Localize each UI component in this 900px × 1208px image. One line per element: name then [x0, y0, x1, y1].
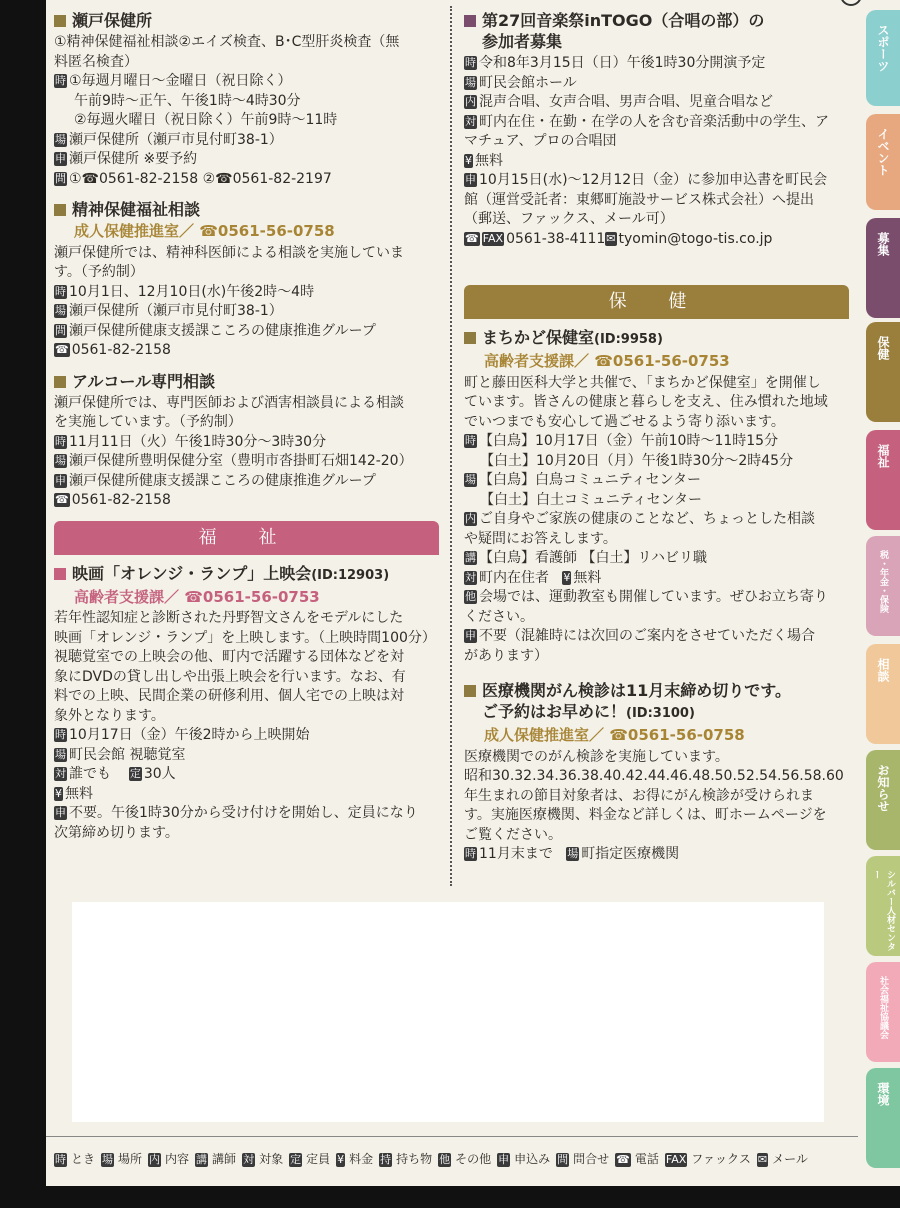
category-tab-label: シルバー人材センター [871, 870, 895, 951]
category-tab-label: 社会福祉協議会 [878, 976, 888, 1039]
legend-symbol-icon: 他 [439, 1152, 451, 1166]
other-icon: 他 [465, 590, 476, 603]
time-icon: 時 [55, 728, 66, 741]
legend-symbol-icon: 内 [149, 1152, 161, 1166]
cancer-screening-section: 医療機関がん検診は11月末締め切りです。 ご予約はお早めに！(ID:3100) 成人保健推進室／ ☎0561-56-0758 医療機関でのがん検診を実施しています。 昭和30.32.34.36.38.40.42.44.46.48.50.52.54.56.58.60 年生まれの節目対象者は、お得にがん検診が受けられま す。実施医療機関、料金など詳しくは、町ホームページを ご覧ください。 時 11月末まで 場 町指定医療機関 [464, 680, 849, 865]
screen-bottom-bezel [0, 1186, 900, 1208]
legend-item [757, 1150, 808, 1170]
bullet-square-icon [464, 332, 476, 344]
section-title: 医療機関がん検診は11月末締め切りです。 ご予約はお早めに！(ID:3100) [464, 680, 849, 724]
legend-item [336, 1150, 373, 1170]
right-column [464, 10, 849, 875]
section-title: 瀬戸保健所 [54, 10, 439, 31]
apply-icon: 申 [465, 629, 476, 642]
bullet-square-icon [54, 568, 66, 580]
left-column [54, 10, 439, 853]
alcohol-consultation-section: アルコール専門相談 瀬戸保健所では、専門医師および酒害相談員による相談 を実施しています。（予約制） 時 11月11日（火）午後1時30分～3時30分 場 瀬戸保健所豊明保健分室（豊明市沓掛町石畑142-20） 申 瀬戸保健所健康支援課こころの健康推進グループ ☎ 0561-82-2158 [54, 371, 439, 511]
category-tab[interactable] [866, 536, 900, 636]
legend-symbol-icon: 定 [290, 1152, 302, 1166]
category-tab[interactable] [866, 644, 900, 744]
legend-symbol-icon: 対 [243, 1152, 255, 1166]
bullet-square-icon [54, 15, 66, 27]
seto-health-center-section: 瀬戸保健所 ①精神保健福祉相談②エイズ検査、B･C型肝炎検査（無 料匿名検査） 時 ①毎週月曜日～金曜日（祝日除く） 午前9時～正午、午後1時～4時30分 ②毎週火曜日（祝日除く）午前9時～11時 場 瀬戸保健所（瀬戸市見付町38-1） 申 瀬戸保健所 ※要予約 問 ①☎0561-82-2158 ②☎0561-82-2197 [54, 10, 439, 189]
target-icon: 対 [55, 767, 66, 780]
legend-item [665, 1150, 751, 1170]
contact-line: 高齢者支援課／ ☎0561-56-0753 [484, 352, 730, 370]
legend-label: 内容 [165, 1152, 190, 1166]
orange-lamp-screening-section: 映画「オレンジ・ランプ」上映会(ID:12903) 高齢者支援課／ ☎0561-56-0753 若年性認知症と診断された丹野智文さんをモデルにした 映画「オレンジ・ランプ」を上映します。（上映時間100分） 視聴覚室での上映会の他、町内で活躍する団体などを対 象にDVDの貸し出しや出張上映会を行います。なお、有 料での上映、民間企業の研修利用、個人宅での上映は対 象外となります。 時 10月17日（金）午後2時から上映開始 場 町民会館 視聴覚室 対 誰でも 定 30人 ¥ 無料 申 不要。午後1時30分から受け付けを開始し、定員になり 次第締め切ります。 [54, 563, 439, 844]
category-tab-label: 募集 [876, 232, 890, 256]
screen-left-bezel [0, 0, 46, 1208]
bullet-square-icon [464, 685, 476, 697]
category-tab-label: 相談 [876, 658, 890, 682]
phone-icon: ☎ [55, 343, 69, 356]
legend-item [289, 1150, 330, 1170]
legend-label: 電話 [634, 1152, 659, 1166]
legend-label: 定員 [306, 1152, 331, 1166]
legend-symbol-icon: 講 [196, 1152, 208, 1166]
legend-label: その他 [455, 1152, 492, 1166]
category-tab[interactable] [866, 962, 900, 1062]
target-icon: 対 [465, 570, 476, 584]
legend-label: とき [71, 1152, 96, 1166]
place-icon: 場 [465, 75, 476, 89]
category-tab-strip [866, 0, 900, 1186]
mail-icon: ✉ [606, 231, 616, 245]
welfare-band: 福 祉 [54, 521, 439, 555]
legend-label: ファックス [691, 1152, 751, 1166]
legend-item [195, 1150, 236, 1170]
time-icon: 時 [55, 434, 66, 448]
legend-symbol-icon: ¥ [337, 1152, 345, 1166]
contact-line: 成人保健推進室／ ☎0561-56-0758 [484, 726, 745, 744]
category-tab-label: 環境 [876, 1082, 890, 1106]
legend-item [556, 1150, 609, 1170]
apply-icon: 申 [55, 473, 66, 487]
category-tab[interactable] [866, 1068, 900, 1168]
fee-icon: ¥ [465, 153, 472, 167]
legend-symbol-icon: FAX [665, 1152, 687, 1166]
legend-item [615, 1150, 659, 1170]
bullet-square-icon [54, 376, 66, 388]
time-icon: 時 [465, 847, 476, 860]
apply-icon: 申 [465, 173, 476, 186]
fee-icon: ¥ [563, 570, 571, 584]
email-link[interactable]: tyomin@togo-tis.co.jp [618, 230, 773, 247]
legend-symbol-icon: 時 [55, 1152, 66, 1166]
phone-icon: ☎ [55, 493, 69, 506]
inquiry-icon: 問 [55, 323, 66, 337]
category-tab[interactable] [866, 114, 900, 210]
phone-icon: ☎ [465, 231, 479, 245]
fee-icon: ¥ [55, 786, 62, 800]
section-title: アルコール専門相談 [54, 371, 439, 392]
lecturer-icon: 講 [465, 551, 476, 564]
legend-label: 問合せ [573, 1152, 610, 1166]
content-icon: 内 [465, 512, 476, 525]
time-icon: 時 [465, 56, 476, 69]
category-tab[interactable] [866, 856, 900, 956]
time-icon: 時 [55, 284, 66, 298]
bullet-square-icon [54, 204, 66, 216]
blank-white-area [72, 902, 824, 1122]
legend-label: 場所 [118, 1152, 143, 1166]
legend-item [242, 1150, 283, 1170]
legend-label: メール [772, 1152, 808, 1166]
apply-icon: 申 [55, 806, 66, 819]
music-festival-section: 第27回音楽祭inTOGO（合唱の部）の 参加者募集 時 令和8年3月15日（日）午後1時30分開演予定 場 町民会館ホール 内 混声合唱、女声合唱、男声合唱、児童合唱など 対 町内在住・在勤・在学の人を含む音楽活動中の学生、ア マチュア、プロの合唱団 ¥ 無料 申 10月15日(水)～12月12日（金）に参加申込書を町民会 館（運営受託者：東郷町施設サービス株式会社）へ提出 （郵送、ファックス、メール可） ☎ FAX 0561-38-4111✉ tyomin@togo-tis.co.jp [464, 10, 849, 249]
category-tab-label: スポーツ [876, 24, 890, 72]
machikado-health-room-section: まちかど保健室(ID:9958) 高齢者支援課／ ☎0561-56-0753 町と藤田医科大学と共催で、「まちかど保健室」を開催し ています。皆さんの健康と暮らしを支え、住み慣れた地域 でいつまでも安心して過ごせるよう寄り添います。 時 【白鳥】10月17日（金）午前10時～11時15分 【白土】10月20日（月）午後1時30分～2時45分 場 【白鳥】白鳥コミュニティセンター 【白土】白土コミュニティセンター 内 ご自身やご家族の健康のことなど、ちょっとした相談 や疑問にお答えします。 講 【白鳥】看護師 【白土】リハビリ職 対 町内在住者 ¥ 無料 他 会場では、運動教室も開催しています。ぜひお立ち寄り ください。 申 不要（混雑時には次回のご案内をさせていただく場合 があります） [464, 327, 849, 666]
legend-item [54, 1150, 95, 1170]
corner-circle-icon [840, 0, 862, 6]
legend-symbol-icon: ✉ [757, 1152, 768, 1166]
legend-label: 対象 [259, 1152, 284, 1166]
category-tab[interactable] [866, 750, 900, 850]
place-icon: 場 [55, 304, 66, 317]
section-title: 映画「オレンジ・ランプ」上映会(ID:12903) [54, 563, 439, 586]
fax-icon: FAX [482, 231, 504, 245]
contact-line: 高齢者支援課／ ☎0561-56-0753 [74, 587, 320, 606]
section-title: 精神保健福祉相談 [54, 199, 439, 220]
category-tab-label: 税・年金・保険 [878, 550, 888, 613]
legend-symbol-icon: 持 [380, 1152, 392, 1166]
legend-symbol-icon: 場 [102, 1152, 114, 1166]
category-tab-label: 福祉 [876, 444, 890, 468]
time-icon: 時 [55, 74, 66, 87]
contact-line: 成人保健推進室／ ☎0561-56-0758 [74, 222, 335, 240]
health-band: 保 健 [464, 285, 849, 319]
section-title: まちかど保健室(ID:9958) [464, 327, 849, 350]
bullet-square-icon [464, 15, 476, 27]
legend-label: 申込み [514, 1152, 551, 1166]
place-icon: 場 [55, 747, 66, 761]
place-icon: 場 [55, 454, 66, 467]
mental-health-consultation-section: 精神保健福祉相談 成人保健推進室／ ☎0561-56-0758 瀬戸保健所では、精神科医師による相談を実施していま す。（予約制） 時 10月1日、12月10日(水)午後2時～4時 場 瀬戸保健所（瀬戸市見付町38-1） 問 瀬戸保健所健康支援課こころの健康推進グループ ☎ 0561-82-2158 [54, 199, 439, 361]
place-icon: 場 [465, 473, 476, 486]
capacity-icon: 定 [129, 767, 141, 780]
category-tab[interactable] [866, 218, 900, 318]
legend-symbol-icon: ☎ [616, 1152, 630, 1166]
place-icon: 場 [55, 132, 66, 146]
category-tab-label: お知らせ [876, 764, 890, 812]
content-icon: 内 [465, 95, 476, 108]
legend-item [379, 1150, 432, 1170]
inquiry-icon: 問 [55, 171, 66, 185]
category-tab[interactable] [866, 10, 900, 106]
legend-label: 料金 [349, 1152, 374, 1166]
category-tab[interactable] [866, 430, 900, 530]
legend-item [148, 1150, 189, 1170]
legend-item [101, 1150, 142, 1170]
icon-legend [54, 1150, 854, 1170]
legend-symbol-icon: 申 [498, 1152, 510, 1166]
legend-label: 持ち物 [396, 1152, 433, 1166]
time-icon: 時 [465, 434, 476, 447]
target-icon: 対 [465, 114, 476, 128]
category-tab[interactable] [866, 322, 900, 422]
column-divider [450, 6, 452, 886]
place-icon: 場 [567, 847, 579, 860]
legend-item [438, 1150, 491, 1170]
category-tab-label: 保健 [876, 336, 890, 360]
legend-divider [46, 1136, 858, 1137]
legend-symbol-icon: 問 [557, 1152, 569, 1166]
apply-icon: 申 [55, 152, 66, 165]
legend-label: 講師 [212, 1152, 237, 1166]
section-title: 第27回音楽祭inTOGO（合唱の部）の 参加者募集 [464, 10, 849, 52]
legend-item [497, 1150, 550, 1170]
category-tab-label: イベント [876, 128, 890, 176]
